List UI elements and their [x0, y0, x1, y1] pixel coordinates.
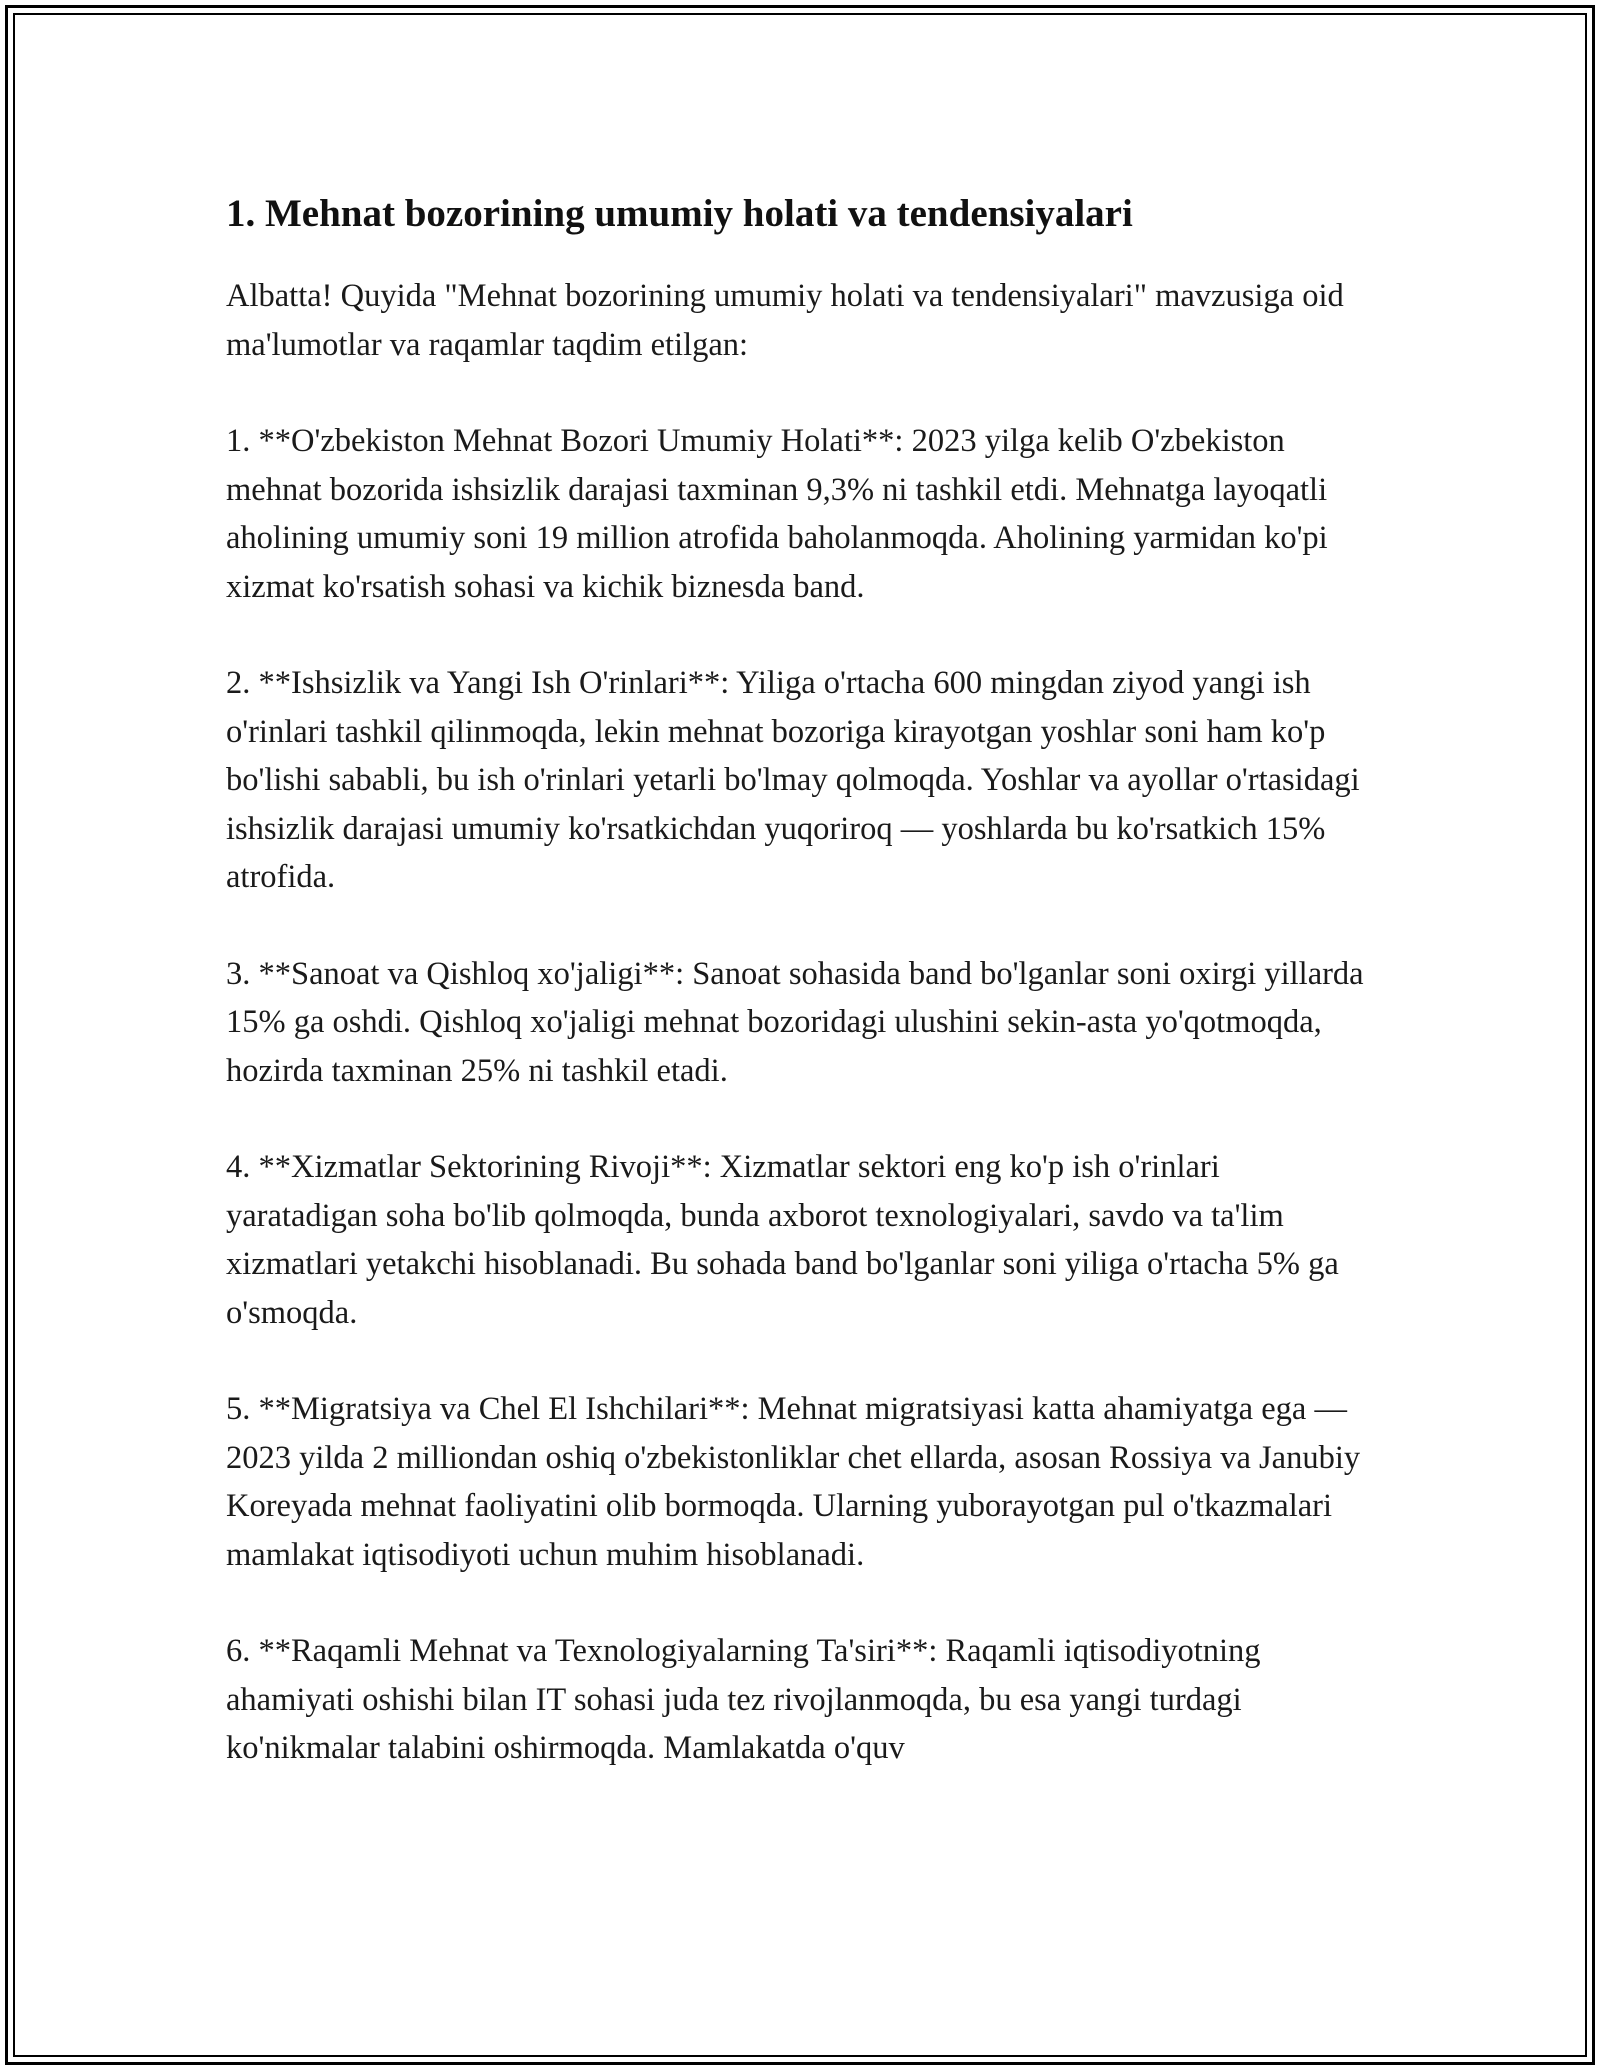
paragraph-5: 5. **Migratsiya va Chel El Ishchilari**: Mehnat migratsiyasi katta ahamiyatga ega — 2023 yilda 2 milliondan oshiq o'zbekistonliklar chet ellarda, asosan Rossiya va Janubiy Koreyada mehnat faoliyatini olib bormoqda. Ularning yuborayotgan pul o'tkazmalari mamlakat iqtisodiyoti uchun muhim hisoblanadi. [226, 1391, 1361, 1573]
document-body [226, 186, 1376, 1821]
paragraph-4: 4. **Xizmatlar Sektorining Rivoji**: Xizmatlar sektori eng ko'p ish o'rinlari yaratadigan soha bo'lib qolmoqda, bunda axborot texnologiyalari, savdo va ta'lim xizmatlari yetakchi hisoblanadi. Bu sohada band bo'lganlar soni yiliga o'rtacha 5% ga o'smoqda. [226, 1149, 1339, 1331]
paragraph-3: 3. **Sanoat va Qishloq xo'jaligi**: Sanoat sohasida band bo'lganlar soni oxirgi yillarda 15% ga oshdi. Qishloq xo'jaligi mehnat bozoridagi ulushini sekin-asta yo'qotmoqda, hozirda taxminan 25% ni tashkil etadi. [226, 955, 1364, 1089]
intro-paragraph: Albatta! Quyida "Mehnat bozorining umumiy holati va tendensiyalari" mavzusiga oid ma'lumotlar va raqamlar taqdim etilgan: [226, 278, 1344, 363]
paragraph-1: 1. **O'zbekiston Mehnat Bozori Umumiy Holati**: 2023 yilga kelib O'zbekiston mehnat bozorida ishsizlik darajasi taxminan 9,3% ni tashkil etdi. Mehnatga layoqatli aholining umumiy soni 19 million atrofida baholanmoqda. Aholining yarmidan ko'pi xizmat ko'rsatish sohasi va kichik biznesda band. [226, 423, 1328, 605]
paragraph-6: 6. **Raqamli Mehnat va Texnologiyalarning Ta'siri**: Raqamli iqtisodiyotning ahamiyati oshishi bilan IT sohasi juda tez rivojlanmoqda, bu esa yangi turdagi ko'nikmalar talabini oshirmoqda. Mamlakatda o'quv [226, 1633, 1261, 1766]
paragraph-2: 2. **Ishsizlik va Yangi Ish O'rinlari**: Yiliga o'rtacha 600 mingdan ziyod yangi ish o'rinlari tashkil qilinmoqda, lekin mehnat bozoriga kirayotgan yoshlar soni ham ko'p bo'lishi sababli, bu ish o'rinlari yetarli bo'lmay qolmoqda. Yoshlar va ayollar o'rtasidagi ishsizlik darajasi umumiy ko'rsatkichdan yuqoriroq — yoshlarda bu ko'rsatkich 15% atrofida. [226, 665, 1360, 895]
document-title: 1. Mehnat bozorining umumiy holati va tendensiyalari [226, 192, 1133, 235]
